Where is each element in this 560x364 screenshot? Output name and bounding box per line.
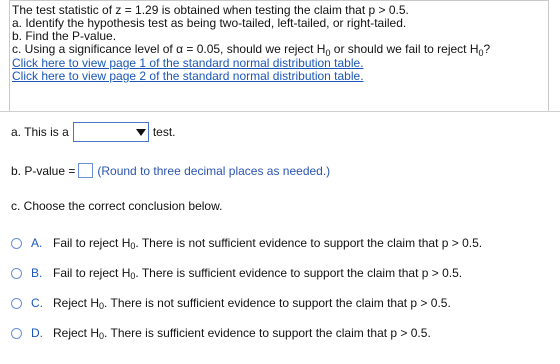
option-b-radio[interactable] <box>11 268 22 279</box>
dropdown-arrow-icon <box>136 129 146 136</box>
problem-statement: The test statistic of z = 1.29 is obtained when testing the claim that p > 0.5. <box>12 3 409 17</box>
subscript-zero: 0 <box>130 271 136 281</box>
part-a-question: a. Identify the hypothesis test as being two-tailed, left-tailed, or right-tailed. <box>12 16 407 30</box>
option-d-radio[interactable] <box>11 328 22 339</box>
problem-statement-box <box>9 0 549 112</box>
option-c-letter: C. <box>31 296 43 310</box>
section-divider <box>0 111 560 112</box>
part-c-prefix: c. Using a significance level of α = 0.05, should we reject H <box>12 42 326 56</box>
part-b-question: b. Find the P-value. <box>12 29 117 43</box>
subscript-zero: 0 <box>478 48 484 58</box>
rounding-hint: (Round to three decimal places as needed.) <box>97 163 331 178</box>
part-c-question <box>12 43 548 57</box>
answer-b-prefix: b. P-value = <box>11 163 76 178</box>
option-b-text-post: . There is sufficient evidence to support the claim that p > 0.5. <box>135 266 463 280</box>
option-d-text-post: . There is sufficient evidence to support the claim that p > 0.5. <box>104 326 431 340</box>
option-a[interactable] <box>11 236 482 250</box>
option-c[interactable] <box>11 296 451 310</box>
answer-a-suffix: test. <box>152 125 176 139</box>
subscript-zero: 0 <box>99 331 105 341</box>
option-c-radio[interactable] <box>11 298 22 309</box>
table-page-1-link[interactable]: Click here to view page 1 of the standard normal distribution table. <box>12 56 364 70</box>
option-a-text-post: . There is not sufficient evidence to support the claim that p > 0.5. <box>135 236 483 250</box>
table-page-2-link[interactable]: Click here to view page 2 of the standard normal distribution table. <box>12 69 364 83</box>
answer-a-prefix: a. This is a <box>11 125 69 139</box>
option-a-text-pre: Fail to reject H <box>53 236 131 250</box>
test-type-dropdown[interactable] <box>73 122 149 142</box>
answer-b-row <box>11 163 330 178</box>
answer-c-prompt: c. Choose the correct conclusion below. <box>11 199 223 213</box>
subscript-zero: 0 <box>130 241 136 251</box>
option-c-text-pre: Reject H <box>53 296 100 310</box>
p-value-input[interactable] <box>78 163 93 178</box>
option-a-radio[interactable] <box>11 238 22 249</box>
option-b[interactable] <box>11 266 462 280</box>
option-b-text-pre: Fail to reject H <box>53 266 131 280</box>
option-b-letter: B. <box>31 266 43 280</box>
subscript-zero: 0 <box>99 301 105 311</box>
option-d[interactable] <box>11 326 431 340</box>
option-c-text-post: . There is not sufficient evidence to support the claim that p > 0.5. <box>104 296 451 310</box>
part-c-mid: or should we fail to reject H <box>330 42 479 56</box>
answer-a-row <box>11 122 176 142</box>
option-d-letter: D. <box>31 326 43 340</box>
option-d-text-pre: Reject H <box>53 326 100 340</box>
option-a-letter: A. <box>31 236 43 250</box>
answer-c-row <box>11 199 222 213</box>
part-c-suffix: ? <box>483 42 491 56</box>
subscript-zero: 0 <box>325 48 331 58</box>
